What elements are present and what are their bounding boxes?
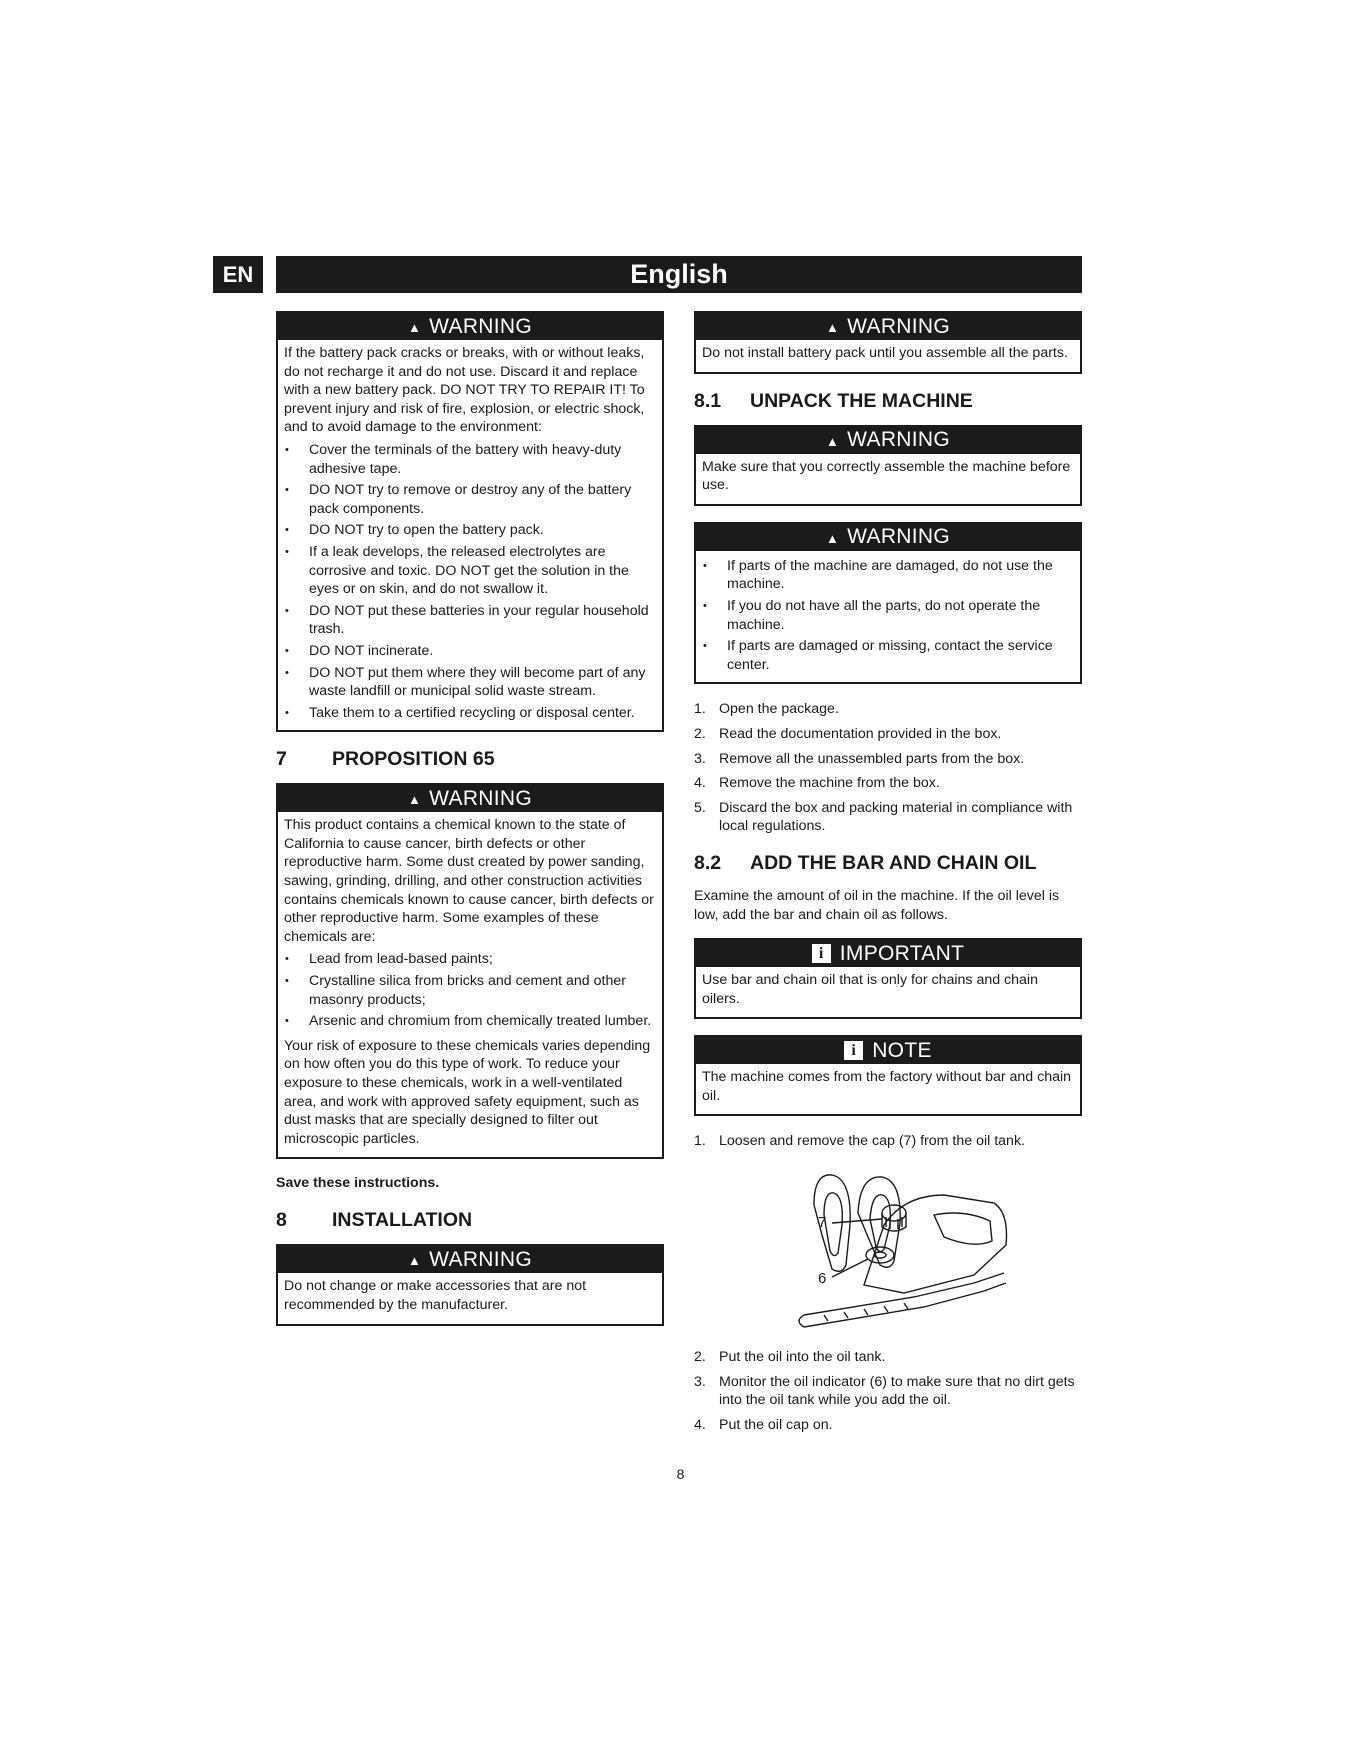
prop65-warning-box [276,783,664,1159]
list-item: 4. Put the oil cap on. [694,1416,833,1433]
list-item: • DO NOT try to open the battery pack. [284,521,656,540]
list-item: • If parts are damaged or missing, contact the service center. [702,637,1074,674]
list-item: 5. Discard the box and packing material in compliance with local regulations. [694,799,1073,835]
warning-triangle-icon: ▲ [826,530,840,546]
warning-triangle-icon: ▲ [826,433,840,449]
oil-steps [694,1348,1082,1434]
list-item: • Lead from lead-based paints; [284,950,656,969]
unpack-warning-list [702,557,1074,675]
installation-warning-box [276,1244,664,1325]
save-instructions: Save these instructions. [276,1175,440,1192]
battery-warning-text: If the battery pack cracks or breaks, with or without leaks, do not recharge it and do not use. Discard it and replace with a new battery pack. DO NOT TRY TO REPAIR IT! To prevent injury and risk of fire, explosion, or electric shock, and to avoid damage to the environment: [284,345,645,436]
oil-tank-cap-illustration [794,1165,1014,1335]
info-icon: i [812,944,831,963]
language-title-bar: English [276,256,1082,293]
important-box [694,938,1082,1019]
list-item: • If a leak develops, the released electrolytes are corrosive and toxic. DO NOT get the solution in the eyes or on skin, and do not swallow it. [284,543,656,599]
section-7-heading: 7 PROPOSITION 65 [276,748,495,771]
section-8-heading: 8 INSTALLATION [276,1209,473,1232]
list-item: • Take them to a certified recycling or disposal center. [284,704,656,723]
list-item: • DO NOT try to remove or destroy any of the battery pack components. [284,481,656,518]
section-8-2-heading: 8.2 ADD THE BAR AND CHAIN OIL [694,851,1037,874]
important-header: i IMPORTANT [696,940,1080,967]
language-code-tab: EN [213,256,263,293]
unpack-warning-box-2 [694,522,1082,685]
info-icon: i [844,1041,863,1060]
list-item: 4. Remove the machine from the box. [694,775,940,792]
oil-intro: Examine the amount of oil in the machine. If the oil level is low, add the bar and chain oil as follows. [694,887,1060,923]
oil-step-1 [694,1132,1082,1151]
warning-triangle-icon: ▲ [408,792,422,808]
list-item: 3. Monitor the oil indicator (6) to make sure that no dirt gets into the oil tank while you add the oil. [694,1373,1075,1409]
list-item: 2. Put the oil into the oil tank. [694,1349,886,1366]
note-text: The machine comes from the factory without bar and chain oil. [702,1069,1072,1104]
page-number: 8 [676,1466,685,1482]
unpack-steps [694,700,1082,836]
list-item: • Cover the terminals of the battery with heavy-duty adhesive tape. [284,441,656,478]
list-item: 1. Loosen and remove the cap (7) from the oil tank. [694,1133,1025,1150]
list-item: • DO NOT put them where they will become part of any waste landfill or municipal solid waste stream. [284,664,656,701]
list-item: • If parts of the machine are damaged, do not use the machine. [702,557,1074,594]
warning-triangle-icon: ▲ [408,320,422,335]
list-item: 2. Read the documentation provided in the box. [694,725,1002,742]
left-column [276,311,664,1342]
unpack-warning-box-1 [694,425,1082,506]
list-item: • If you do not have all the parts, do not operate the machine. [702,597,1074,634]
assemble-warning-box [694,311,1082,374]
right-column [694,311,1082,1444]
unpack-warning-text: Make sure that you correctly assemble the machine before use. [702,458,1071,494]
prop65-list [284,950,656,1030]
list-item: • DO NOT put these batteries in your regular household trash. [284,602,656,639]
note-box [694,1035,1082,1116]
warning-header: ▲ WARNING [696,313,1080,340]
list-item: • Crystalline silica from bricks and cement and other masonry products; [284,972,656,1009]
figure-label-7: 7 [818,1214,827,1232]
warning-triangle-icon: ▲ [826,320,840,335]
prop65-text: This product contains a chemical known to the state of California to cause cancer, birth defects or other reproductive harm. Some dust created by power sanding, sawing, grinding, drilling, and other construction activities contains chemicals known to cause cancer, birth defects or other reproductive harm. Some examples of these chemicals are: [284,817,654,945]
list-item: • Arsenic and chromium from chemically treated lumber. [284,1012,656,1031]
battery-warning-list [284,441,656,722]
prop65-text-2: Your risk of exposure to these chemicals varies depending on how often you do this type of work. To reduce your exposure to these chemicals, work in a well-ventilated area, and work with approved safety equipment, such as dust masks that are specially designed to filter out microscopic particles. [284,1037,651,1147]
warning-header: ▲ WARNING [278,1246,662,1273]
list-item: 1. Open the package. [694,701,839,718]
important-text: Use bar and chain oil that is only for chains and chain oilers. [702,972,1038,1007]
battery-warning-box [276,311,664,732]
note-header: i NOTE [696,1037,1080,1064]
installation-warning-text: Do not change or make accessories that are not recommended by the manufacturer. [284,1278,587,1313]
figure-label-6: 6 [818,1270,827,1288]
assemble-warning-text: Do not install battery pack until you assemble all the parts. [702,345,1068,361]
warning-header: ▲ WARNING [696,427,1080,454]
list-item: • DO NOT incinerate. [284,642,656,661]
warning-header: ▲ WARNING [696,524,1080,551]
section-8-1-heading: 8.1 UNPACK THE MACHINE [694,389,973,412]
list-item: 3. Remove all the unassembled parts from the box. [694,750,1025,767]
warning-triangle-icon: ▲ [408,1253,422,1269]
warning-header: ▲ WARNING [278,313,662,340]
warning-header: ▲ WARNING [278,785,662,812]
